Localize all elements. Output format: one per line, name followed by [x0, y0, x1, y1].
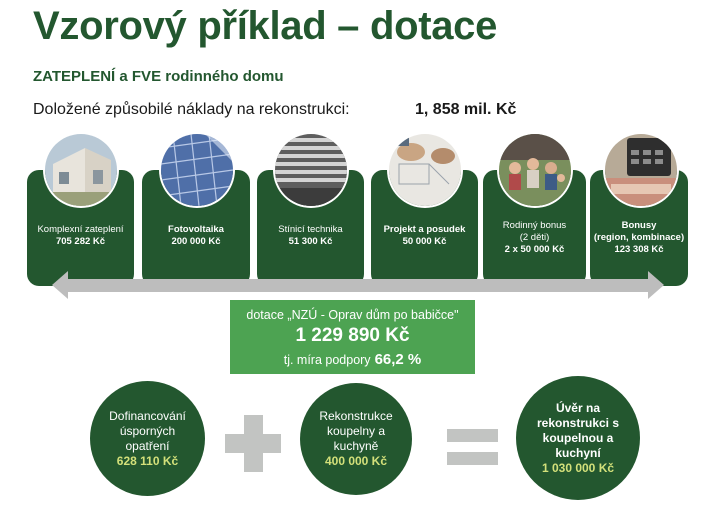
card-label: Fotovoltaika [168, 224, 224, 235]
circle-value: 400 000 Kč [324, 454, 388, 468]
card-sublabel: (region, kombinace) [593, 232, 685, 243]
equals-icon [447, 452, 498, 465]
window-blinds-photo [275, 134, 347, 206]
equals-icon [447, 429, 498, 442]
plus-icon [244, 415, 263, 472]
subsidy-rate [230, 351, 475, 368]
arrow-right-icon [648, 271, 664, 299]
card-value: 50 000 Kč [402, 236, 447, 247]
circle-label: Dofinancování úsporných opatření [109, 408, 186, 453]
costs-value: 1, 858 mil. Kč [415, 101, 517, 118]
circle-label: Úvěr na rekonstrukci s koupelnou a kuchyní [536, 400, 620, 460]
card-label: Komplexní zateplení [37, 224, 124, 235]
insulated-house-photo [45, 134, 117, 206]
card-value: 123 308 Kč [614, 244, 664, 255]
subtitle: ZATEPLENÍ a FVE rodinného domu [33, 68, 284, 85]
arrow-left-icon [52, 271, 68, 299]
subsidy-rate-label: tj. míra podpory [283, 353, 371, 367]
card-sublabel: (2 děti) [519, 232, 550, 243]
circle-label: Rekonstrukce koupelny a kuchyně [319, 409, 393, 453]
card-value: 51 300 Kč [288, 236, 333, 247]
circle-renovation [300, 383, 412, 495]
subsidy-box [230, 300, 475, 374]
circle-loan [516, 376, 640, 500]
card-label: Projekt a posudek [383, 224, 466, 235]
card-label: Stínicí technika [278, 224, 343, 235]
circle-value: 1 030 000 Kč [541, 460, 615, 475]
subsidy-amount: 1 229 890 Kč [295, 325, 410, 346]
family-photo [499, 134, 571, 206]
card-label: Bonusy [621, 220, 657, 231]
circle-value: 628 110 Kč [116, 453, 179, 468]
page-title: Vzorový příklad – dotace [33, 4, 498, 48]
card-value: 2 x 50 000 Kč [504, 244, 565, 255]
circle-cofinancing [90, 381, 205, 496]
card-value: 200 000 Kč [171, 236, 221, 247]
card-value: 705 282 Kč [55, 236, 106, 247]
solar-panel-photo [161, 134, 233, 206]
calculator-money-photo [605, 134, 677, 206]
subsidy-rate-value: 66,2 % [374, 351, 422, 368]
architect-plans-photo [389, 134, 461, 206]
card-label: Rodinný bonus [502, 220, 567, 231]
timeline-arrow-bar [66, 279, 650, 292]
costs-label: Doložené způsobilé náklady na rekonstrukci: [33, 101, 350, 118]
subsidy-program: dotace „NZÚ - Oprav dům po babičce" [246, 308, 459, 322]
